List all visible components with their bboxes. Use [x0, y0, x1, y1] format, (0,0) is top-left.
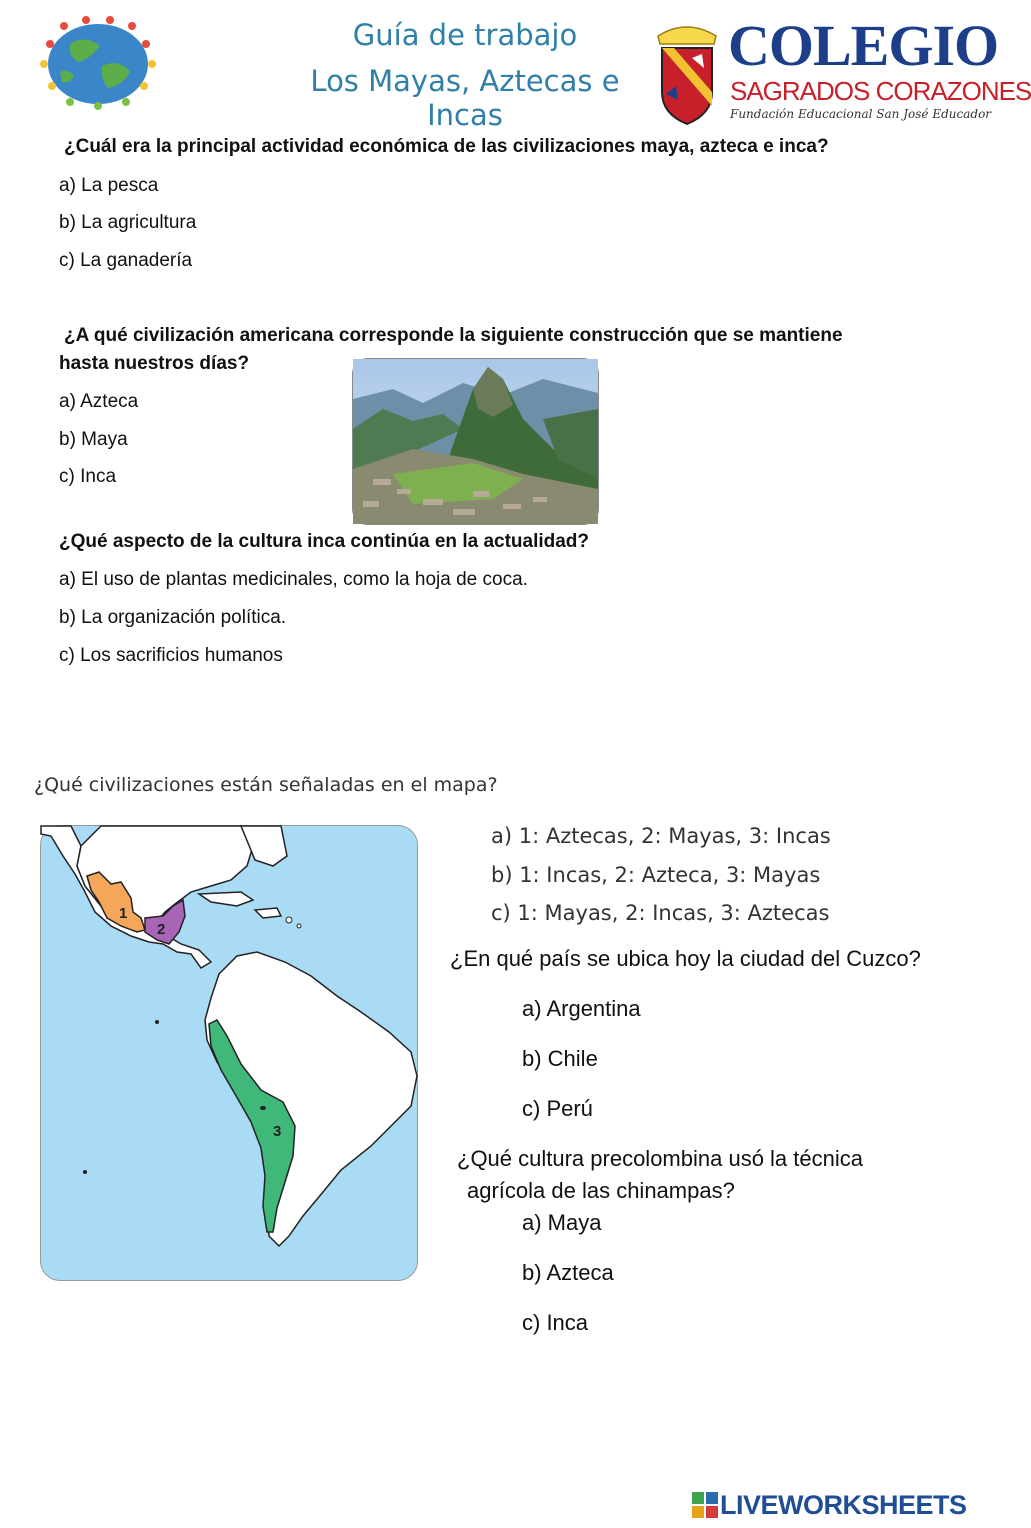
map-label-2: 2 — [157, 921, 166, 938]
question-6-line1: ¿Qué cultura precolombina usó la técnica — [457, 1146, 863, 1171]
q1-option-c[interactable]: c) La ganadería — [59, 250, 193, 271]
q6-option-b[interactable]: b) Azteca — [522, 1260, 614, 1285]
q3-option-c[interactable]: c) Los sacrificios humanos — [59, 645, 283, 666]
q6-option-a[interactable]: a) Maya — [522, 1210, 602, 1235]
map-label-3: 3 — [273, 1123, 282, 1140]
question-4: ¿Qué civilizaciones están señaladas en el mapa? — [34, 774, 498, 796]
school-logo — [648, 13, 1031, 126]
q3-option-a[interactable]: a) El uso de plantas medicinales, como la hoja de coca. — [59, 569, 528, 590]
question-5: ¿En qué país se ubica hoy la ciudad del Cuzco? — [450, 946, 921, 971]
q2-option-c[interactable]: c) Inca — [59, 466, 117, 487]
school-shield-icon — [648, 14, 726, 126]
q4-option-c[interactable]: c) 1: Mayas, 2: Incas, 3: Aztecas — [491, 901, 830, 925]
q5-option-b[interactable]: b) Chile — [522, 1046, 598, 1071]
map-illustration — [41, 826, 417, 1280]
page-title-line1: Guía de trabajo — [352, 18, 578, 52]
question-3: ¿Qué aspecto de la cultura inca continúa en la actualidad? — [59, 531, 590, 552]
school-subtitle: SAGRADOS CORAZONES — [730, 76, 1031, 106]
globe-icon — [30, 14, 166, 110]
page-title-line2: Los Mayas, Aztecas e Incas — [310, 64, 620, 132]
map-label-1: 1 — [119, 905, 128, 922]
school-tagline: Fundación Educacional San José Educador — [730, 107, 992, 121]
americas-map — [40, 825, 418, 1281]
q3-option-b[interactable]: b) La organización política. — [59, 607, 287, 628]
q1-option-b[interactable]: b) La agricultura — [59, 212, 197, 233]
q2-option-b[interactable]: b) Maya — [59, 429, 128, 450]
question-2-line1: ¿A qué civilización americana corresponde la siguiente construcción que se mantiene — [64, 325, 843, 346]
q5-option-a[interactable]: a) Argentina — [522, 996, 641, 1021]
school-name: COLEGIO — [728, 13, 999, 78]
question-6-line2: agrícola de las chinampas? — [467, 1178, 735, 1203]
globe-logo — [30, 14, 166, 110]
liveworksheets-logo[interactable] — [692, 1488, 992, 1522]
q4-option-b[interactable]: b) 1: Incas, 2: Azteca, 3: Mayas — [491, 863, 821, 887]
question-2-line2: hasta nuestros días? — [59, 353, 250, 374]
question-1: ¿Cuál era la principal actividad económica de las civilizaciones maya, azteca e inca? — [64, 136, 829, 157]
mountain-ruins-image — [353, 359, 598, 524]
liveworksheets-icon — [692, 1492, 718, 1518]
q5-option-c[interactable]: c) Perú — [522, 1096, 593, 1121]
q6-option-c[interactable]: c) Inca — [522, 1310, 589, 1335]
machu-picchu-photo — [352, 358, 599, 525]
q1-option-a[interactable]: a) La pesca — [59, 175, 159, 196]
q2-option-a[interactable]: a) Azteca — [59, 391, 139, 412]
footer-brand: LIVEWORKSHEETS — [720, 1490, 967, 1520]
q4-option-a[interactable]: a) 1: Aztecas, 2: Mayas, 3: Incas — [491, 824, 831, 848]
